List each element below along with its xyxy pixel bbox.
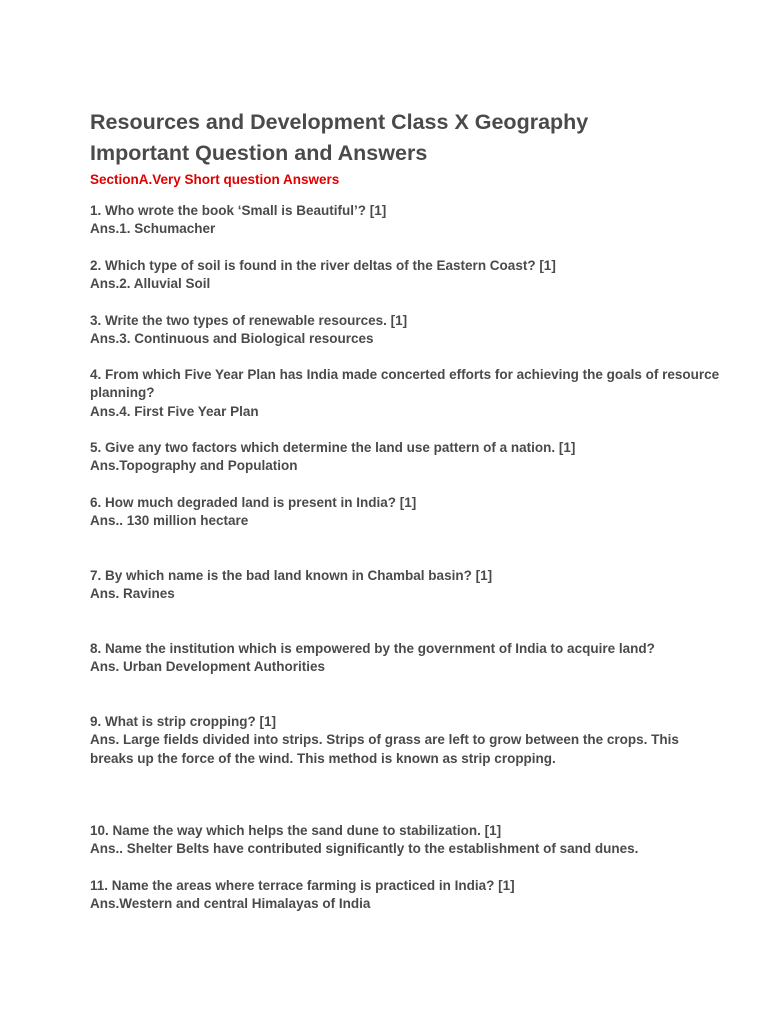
document-title bbox=[90, 107, 750, 169]
question-10: 10. Name the way which helps the sand dune to stabilization. [1] bbox=[90, 823, 502, 838]
section-heading: SectionA.Very Short question Answers bbox=[90, 172, 340, 187]
answer-11: Ans.Western and central Himalayas of India bbox=[90, 896, 371, 912]
question-1: 1. Who wrote the book ‘Small is Beautiful’? [1] bbox=[90, 203, 387, 218]
question-4: 4. From which Five Year Plan has India made concerted efforts for achieving the goals of resource planning? bbox=[90, 367, 720, 401]
answer-5: Ans.Topography and Population bbox=[90, 458, 298, 474]
answer-3: Ans.3. Continuous and Biological resources bbox=[90, 331, 374, 347]
qa-item-7 bbox=[90, 567, 750, 604]
question-11: 11. Name the areas where terrace farming is practiced in India? [1] bbox=[90, 878, 515, 893]
qa-item-2 bbox=[90, 257, 750, 294]
qa-item-3 bbox=[90, 312, 750, 349]
qa-item-1 bbox=[90, 202, 750, 239]
answer-9: Ans. Large fields divided into strips. Strips of grass are left to grow between the crops. This bbox=[90, 732, 679, 748]
answer-8: Ans. Urban Development Authorities bbox=[90, 659, 326, 675]
question-9: 9. What is strip cropping? [1] bbox=[90, 714, 277, 729]
answer-2: Ans.2. Alluvial Soil bbox=[90, 276, 211, 292]
question-2: 2. Which type of soil is found in the river deltas of the Eastern Coast? [1] bbox=[90, 258, 556, 273]
answer-6: Ans.. 130 million hectare bbox=[90, 513, 249, 529]
title-line-1: Resources and Development Class X Geography bbox=[90, 110, 589, 134]
qa-item-4 bbox=[90, 366, 750, 421]
qa-item-10 bbox=[90, 822, 750, 859]
qa-item-8 bbox=[90, 640, 750, 677]
question-7: 7. By which name is the bad land known in Chambal basin? [1] bbox=[90, 568, 493, 583]
question-8: 8. Name the institution which is empowered by the government of India to acquire land? bbox=[90, 641, 655, 656]
question-3: 3. Write the two types of renewable resources. [1] bbox=[90, 313, 408, 328]
answer-10: Ans.. Shelter Belts have contributed significantly to the establishment of sand dunes. bbox=[90, 841, 639, 857]
answer-9-continued: breaks up the force of the wind. This method is known as strip cropping. bbox=[90, 750, 556, 766]
qa-item-9 bbox=[90, 713, 750, 768]
title-line-2: Important Question and Answers bbox=[90, 141, 428, 165]
qa-item-11 bbox=[90, 877, 750, 914]
qa-item-6 bbox=[90, 494, 750, 531]
qa-item-5 bbox=[90, 439, 750, 476]
document-page bbox=[90, 107, 750, 189]
answer-1: Ans.1. Schumacher bbox=[90, 221, 216, 237]
answer-7: Ans. Ravines bbox=[90, 586, 175, 602]
question-5: 5. Give any two factors which determine the land use pattern of a nation. [1] bbox=[90, 440, 576, 455]
question-6: 6. How much degraded land is present in India? [1] bbox=[90, 495, 417, 510]
answer-4: Ans.4. First Five Year Plan bbox=[90, 403, 259, 419]
